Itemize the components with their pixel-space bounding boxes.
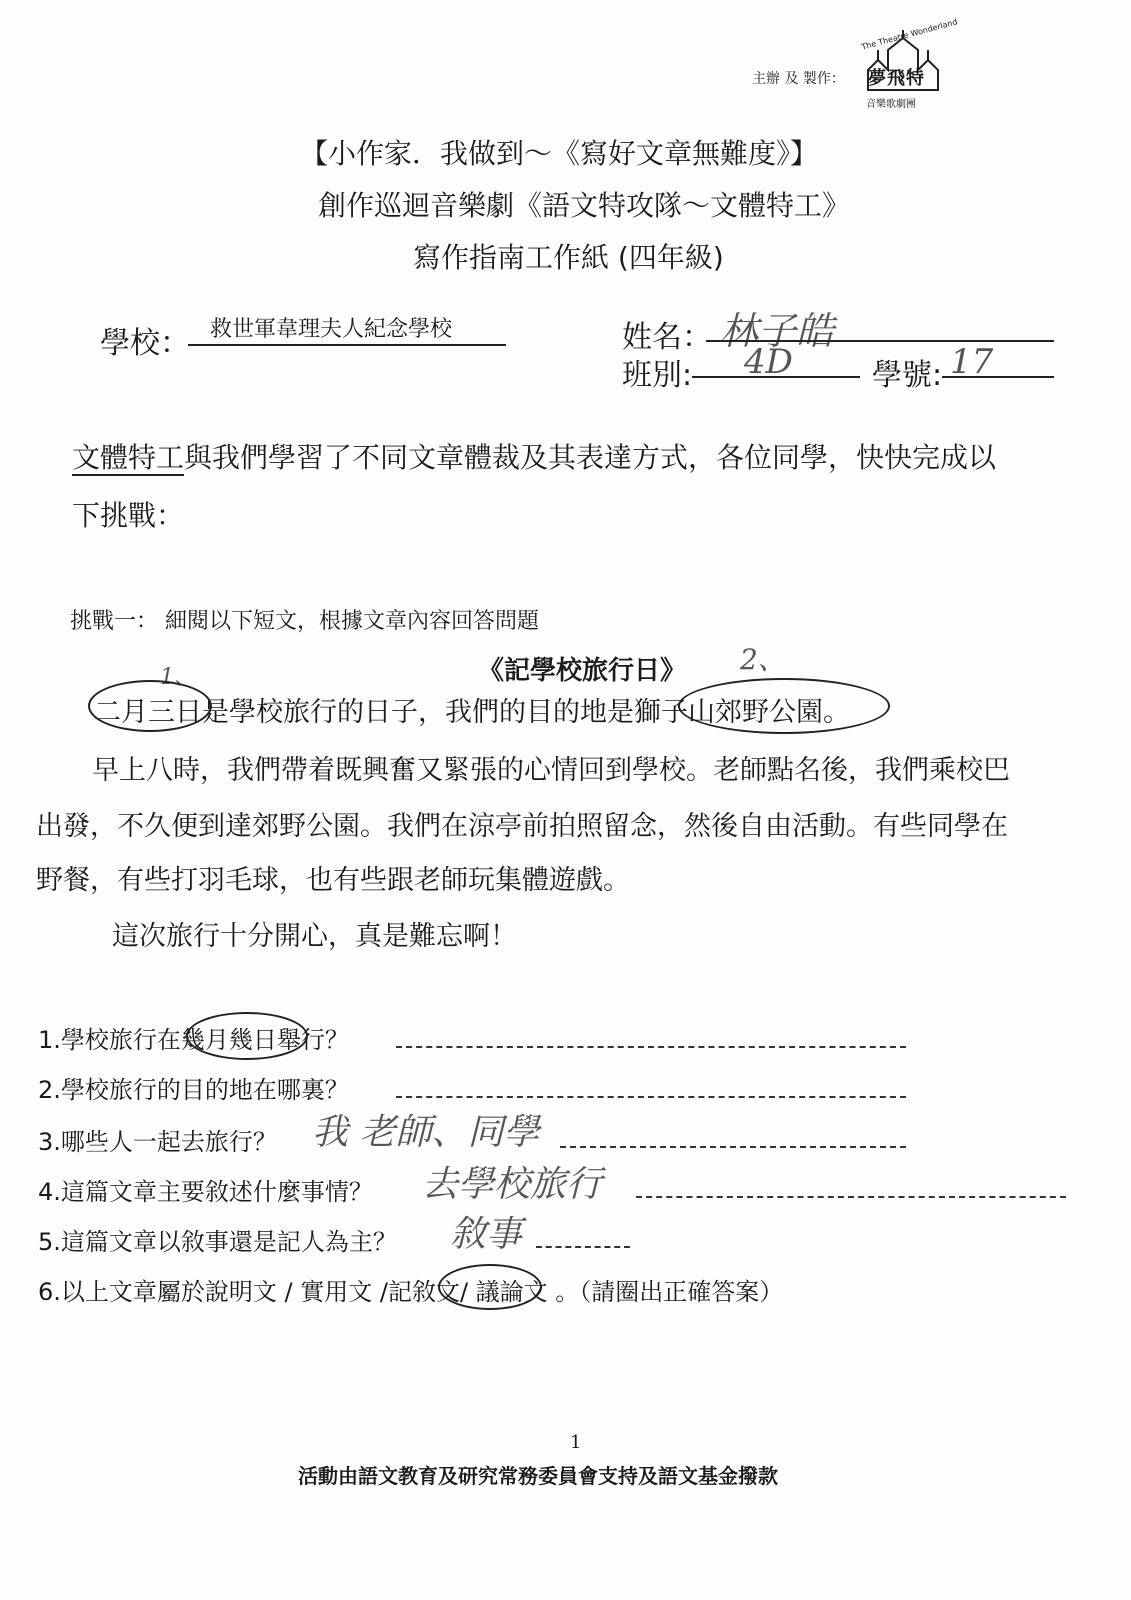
question-1-a: 1.學校旅行在: [38, 1026, 181, 1054]
answer-5: 敘事: [450, 1214, 523, 1255]
story-title: 《記學校旅行日》: [478, 656, 687, 686]
answer-line-5: [536, 1246, 630, 1248]
question-3: 3.哪些人一起去旅行？: [38, 1128, 277, 1156]
number-label: 學號:: [872, 358, 943, 393]
circle-mark-place: [678, 678, 890, 734]
number-underline: [942, 376, 1054, 378]
logo-name: 夢飛特: [868, 68, 925, 89]
challenge-heading: 挑戰一： 細閱以下短文，根據文章內容回答問題: [70, 609, 539, 634]
intro-line-1: [72, 436, 996, 476]
question-6-a: 6.以上文章屬於說明文 / 實用文 /: [38, 1278, 388, 1306]
question-1-circled: 幾月幾日: [180, 1026, 277, 1054]
question-4: 4.這篇文章主要敘述什麼事情？: [38, 1178, 373, 1206]
page-number: 1: [570, 1432, 582, 1453]
story-paragraph-3: 這次旅行十分開心，真是難忘啊！: [112, 921, 517, 952]
story-date: 二月三日: [94, 697, 202, 728]
circle-mark-q1: [186, 1012, 308, 1060]
class-value: 4D: [744, 342, 793, 382]
name-label: 姓名：: [622, 320, 712, 355]
school-value: 救世軍韋理夫人紀念學校: [210, 317, 453, 342]
logo-subtitle: 音樂歌劇團: [866, 99, 916, 110]
answer-line-3: [560, 1146, 906, 1148]
story-paragraph-2-line-2: 出發，不久便到達郊野公園。我們在涼亭前拍照留念，然後自由活動。有些同學在: [36, 811, 1008, 842]
story-p1-mid: 是學校旅行的日子，我們的目的地是: [202, 697, 634, 728]
intro-text: 與我們學習了不同文章體裁及其表達方式，各位同學，快快完成以: [184, 441, 997, 474]
intro-line-2: 下挑戰：: [72, 499, 185, 532]
number-value: 17: [950, 342, 994, 382]
organizer-label: 主辦 及 製作：: [752, 71, 845, 87]
story-p1-end: 。: [823, 697, 850, 728]
funding-note: 活動由語文教育及研究常務委員會支持及語文基金撥款: [298, 1464, 778, 1488]
class-label: 班別:: [622, 358, 693, 393]
question-6-b: / 議論文 。（請圈出正確答案）: [459, 1278, 784, 1306]
question-1-b: 舉行？: [276, 1026, 349, 1054]
title-line-2: 創作巡迴音樂劇《語文特攻隊～文體特工》: [318, 189, 851, 222]
annotation-mark-2: 2、: [740, 643, 786, 676]
answer-3: 我 老師、同學: [312, 1112, 540, 1153]
title-line-3: 寫作指南工作紙 (四年級): [413, 241, 724, 274]
name-value: 林子皓: [720, 309, 835, 353]
school-label: 學校：: [100, 326, 190, 361]
question-6: [38, 1272, 783, 1307]
class-underline: [692, 376, 860, 378]
logo-arc-text: The Theatre Wonderland: [860, 17, 959, 52]
question-6-circled: 記敘文: [387, 1278, 460, 1306]
school-underline: [188, 344, 506, 346]
story-place: 獅子山郊野公園: [634, 697, 823, 728]
story-paragraph-2-line-1: 早上八時，我們帶着既興奮又緊張的心情回到學校。老師點名後，我們乘校巴: [92, 755, 1010, 786]
answer-line-1: [396, 1046, 906, 1048]
question-2: 2.學校旅行的目的地在哪裏？: [38, 1076, 349, 1104]
answer-line-4: [636, 1196, 1066, 1198]
circle-mark-date: [88, 680, 212, 732]
story-paragraph-2-line-3: 野餐，有些打羽毛球，也有些跟老師玩集體遊戲。: [36, 865, 630, 896]
circle-mark-q6: [438, 1264, 542, 1310]
question-5: 5.這篇文章以敘事還是記人為主？: [38, 1228, 397, 1256]
annotation-mark-1: 1、: [160, 665, 196, 690]
answer-4: 去學校旅行: [422, 1164, 603, 1205]
answer-line-2: [396, 1096, 906, 1098]
title-line-1: 【小作家．我做到～《寫好文章無難度》】: [300, 137, 819, 170]
intro-agent: 文體特工: [72, 441, 185, 474]
